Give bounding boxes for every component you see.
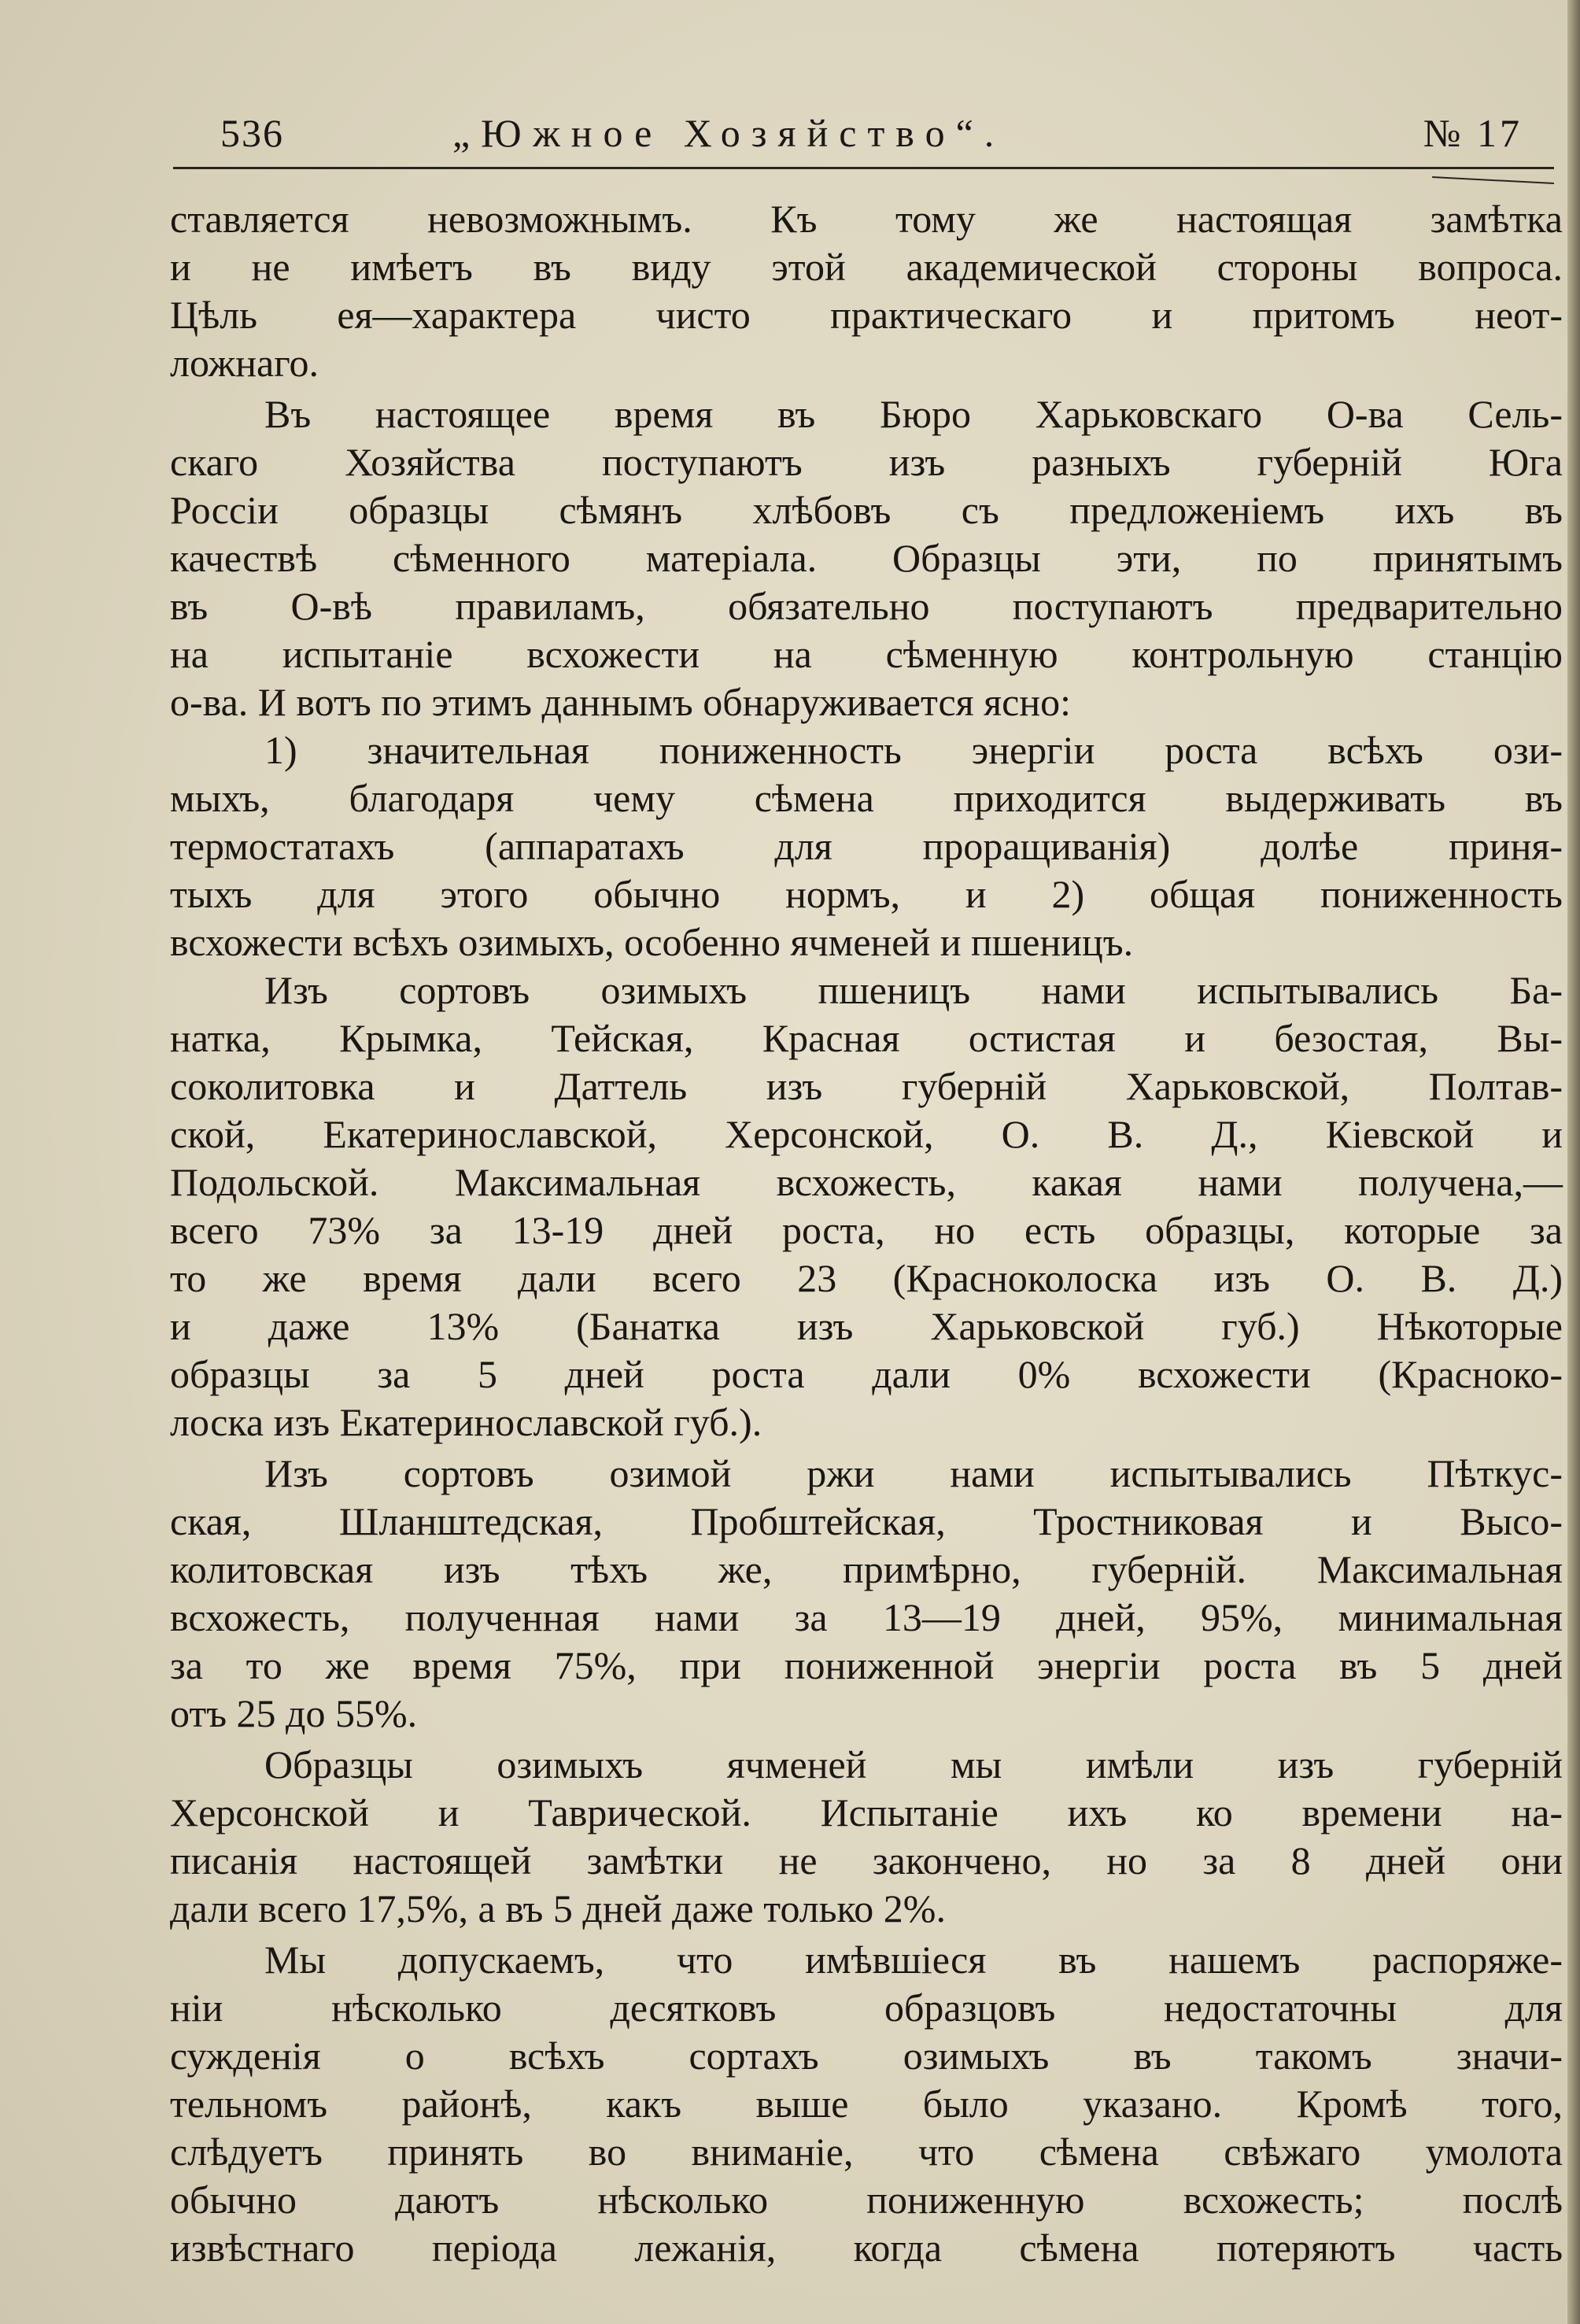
text-line: Мы допускаемъ, что имѣвшіеся въ нашемъ распоряже- bbox=[264, 1938, 1563, 1982]
text-line: ніи нѣсколько десятковъ образцовъ недостаточны для bbox=[170, 1986, 1563, 2030]
text-line: образцы за 5 дней роста дали 0% всхожести (Красноко- bbox=[170, 1352, 1563, 1396]
text-line: обычно даютъ нѣсколько пониженную всхожесть; послѣ bbox=[170, 2178, 1563, 2222]
text-line: и не имѣетъ въ виду этой академической стороны вопроса. bbox=[170, 245, 1563, 289]
journal-title: „Южное Хозяйство“. bbox=[452, 111, 1006, 155]
text-line: качествѣ сѣменного матеріала. Образцы эти, по принятымъ bbox=[170, 536, 1563, 580]
text-line: и даже 13% (Банатка изъ Харьковской губ.) Нѣкоторые bbox=[170, 1304, 1563, 1348]
text-line: термостатахъ (аппаратахъ для проращиванія) долѣе приня- bbox=[170, 824, 1563, 868]
text-line: колитовская изъ тѣхъ же, примѣрно, губерній. Максимальная bbox=[170, 1547, 1563, 1591]
text-line: въ О-вѣ правиламъ, обязательно поступаютъ предварительно bbox=[170, 584, 1563, 628]
text-line: тыхъ для этого обычно нормъ, и 2) общая пониженность bbox=[170, 872, 1563, 916]
text-line: соколитовка и Даттель изъ губерній Харьковской, Полтав- bbox=[170, 1064, 1563, 1108]
text-line: извѣстнаго періода лежанія, когда сѣмена потеряютъ часть bbox=[170, 2226, 1563, 2270]
text-line: Россіи образцы сѣмянъ хлѣбовъ съ предложеніемъ ихъ въ bbox=[170, 488, 1563, 532]
text-line: слѣдуетъ принять во вниманіе, что сѣмена свѣжаго умолота bbox=[170, 2130, 1563, 2174]
text-line: лоска изъ Екатеринославской губ.). bbox=[170, 1400, 762, 1444]
text-line: мыхъ, благодаря чему сѣмена приходится выдерживать въ bbox=[170, 776, 1563, 820]
text-line: тельномъ районѣ, какъ выше было указано. Кромѣ того, bbox=[170, 2082, 1563, 2126]
text-line: за то же время 75%, при пониженной энергіи роста въ 5 дней bbox=[170, 1643, 1563, 1687]
text-line: Образцы озимыхъ ячменей мы имѣли изъ губерній bbox=[264, 1742, 1563, 1786]
text-line: всего 73% за 13-19 дней роста, но есть образцы, которые за bbox=[170, 1208, 1563, 1252]
text-line: Подольской. Максимальная всхожесть, какая нами получена,— bbox=[170, 1160, 1563, 1204]
text-line: Цѣль ея—характера чисто практическаго и притомъ неот- bbox=[170, 293, 1563, 337]
text-line: натка, Крымка, Тейская, Красная остистая и безостая, Вы- bbox=[170, 1016, 1563, 1060]
running-header bbox=[173, 110, 1538, 165]
text-line: ложнаго. bbox=[170, 341, 319, 385]
text-line: Изъ сортовъ озимой ржи нами испытывались Пѣткус- bbox=[264, 1451, 1563, 1495]
text-line: Изъ сортовъ озимыхъ пшеницъ нами испытывались Ба- bbox=[264, 968, 1563, 1012]
text-line: ской, Екатеринославской, Херсонской, О. В. Д., Кіевской и bbox=[170, 1112, 1563, 1156]
text-line: всхожести всѣхъ озимыхъ, особенно ячменей и пшеницъ. bbox=[170, 920, 1134, 964]
issue-number: № 17 bbox=[1423, 111, 1523, 155]
text-line: то же время дали всего 23 (Красноколоска изъ О. В. Д.) bbox=[170, 1256, 1563, 1300]
text-line: всхожесть, полученная нами за 13—19 дней, 95%, минимальная bbox=[170, 1595, 1563, 1639]
header-rule bbox=[173, 167, 1554, 169]
text-line: на испытаніе всхожести на сѣменную контрольную станцію bbox=[170, 632, 1563, 676]
text-line: ставляется невозможнымъ. Къ тому же настоящая замѣтка bbox=[170, 197, 1563, 241]
text-line: дали всего 17,5%, а въ 5 дней даже только 2%. bbox=[170, 1886, 946, 1931]
text-line: писанія настоящей замѣтки не закончено, но за 8 дней они bbox=[170, 1838, 1563, 1882]
text-line: 1) значительная пониженность энергіи роста всѣхъ ози- bbox=[264, 728, 1563, 772]
text-line: Херсонской и Таврической. Испытаніе ихъ ко времени на- bbox=[170, 1790, 1563, 1834]
text-line: отъ 25 до 55%. bbox=[170, 1691, 418, 1735]
article-body bbox=[170, 195, 1563, 2272]
page-number: 536 bbox=[220, 111, 284, 155]
text-line: ская, Шланштедская, Пробштейская, Тростниковая и Высо- bbox=[170, 1499, 1563, 1543]
page-edge bbox=[1567, 0, 1580, 2324]
text-line: о-ва. И вотъ по этимъ даннымъ обнаруживается ясно: bbox=[170, 680, 1071, 724]
text-line: сужденія о всѣхъ сортахъ озимыхъ въ такомъ значи- bbox=[170, 2034, 1563, 2078]
text-line: Въ настоящее время въ Бюро Харьковскаго О-ва Сель- bbox=[264, 392, 1563, 436]
text-line: скаго Хозяйства поступаютъ изъ разныхъ губерній Юга bbox=[170, 440, 1563, 484]
